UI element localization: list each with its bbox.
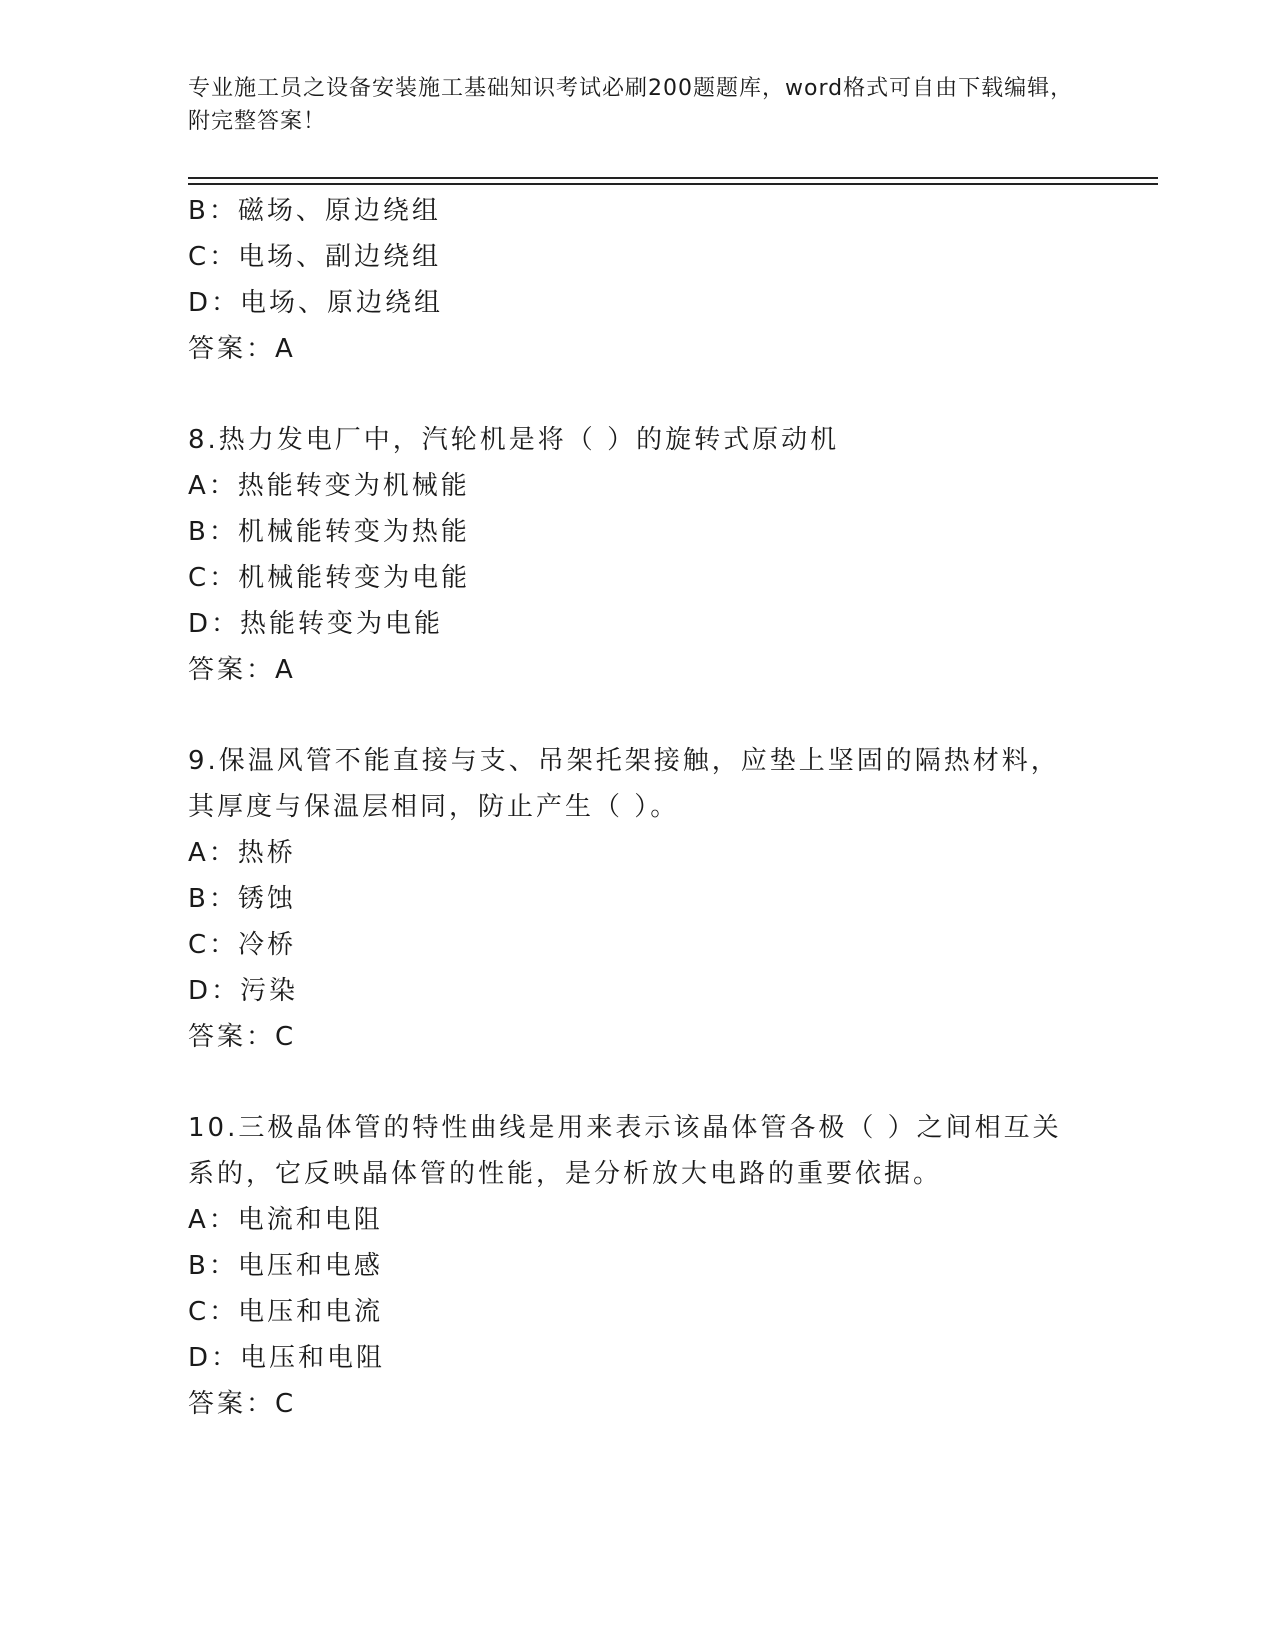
answer-line: 答案：A	[188, 655, 296, 685]
option-d: D：污染	[188, 976, 299, 1006]
option-c: C：冷桥	[188, 930, 297, 960]
option-b: B：锈蚀	[188, 884, 296, 914]
option-c: C：机械能转变为电能	[188, 563, 471, 593]
question-text: 10.三极晶体管的特性曲线是用来表示该晶体管各极（ ）之间相互关系的，它反映晶体管的性能，是分析放大电路的重要依据。	[188, 1113, 1062, 1189]
question-text: 9.保温风管不能直接与支、吊架托架接触，应垫上坚固的隔热材料，其厚度与保温层相同，防止产生（ ）。	[188, 746, 1060, 822]
answer-line: 答案：C	[188, 1389, 297, 1419]
question-10	[188, 1105, 1088, 1427]
option-a: A：热桥	[188, 838, 296, 868]
option-c: C：电场、副边绕组	[188, 242, 442, 272]
question-content	[188, 188, 1088, 1427]
answer-line: 答案：A	[188, 334, 296, 364]
option-b: B：磁场、原边绕组	[188, 196, 441, 226]
document-header-title: 专业施工员之设备安装施工基础知识考试必刷200题题库，word格式可自由下载编辑，附完整答案！	[188, 76, 1074, 134]
option-d: D：电场、原边绕组	[188, 288, 444, 318]
option-d: D：电压和电阻	[188, 1343, 386, 1373]
option-b: B：机械能转变为热能	[188, 517, 470, 547]
question-text: 8.热力发电厂中，汽轮机是将（ ）的旋转式原动机	[188, 425, 840, 455]
answer-line: 答案：C	[188, 1022, 297, 1052]
header-divider-bottom	[188, 183, 1158, 185]
option-c: C：电压和电流	[188, 1297, 384, 1327]
question-7-continuation	[188, 188, 1088, 372]
question-8	[188, 417, 1088, 693]
question-9	[188, 738, 1088, 1060]
option-b: B：电压和电感	[188, 1251, 383, 1281]
option-a: A：热能转变为机械能	[188, 471, 470, 501]
option-d: D：热能转变为电能	[188, 609, 444, 639]
header-divider-top	[188, 177, 1158, 179]
option-a: A：电流和电阻	[188, 1205, 383, 1235]
